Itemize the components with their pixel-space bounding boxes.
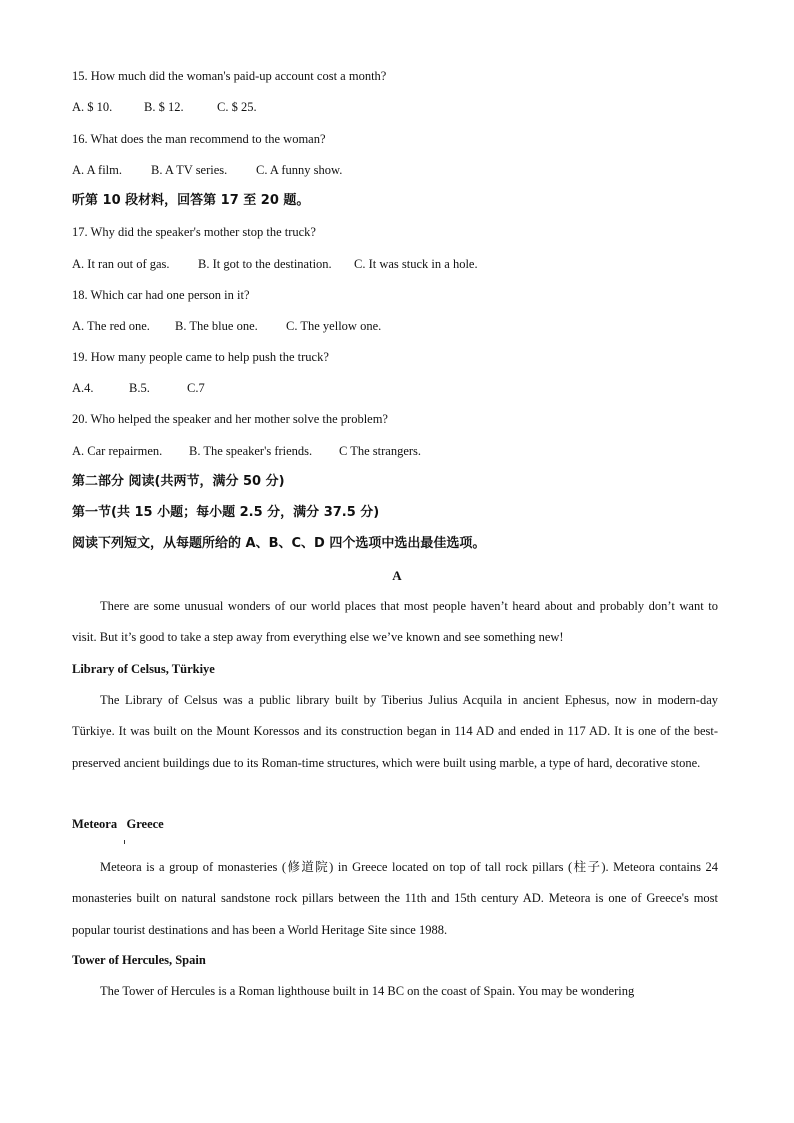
question-17-options (72, 256, 478, 272)
question-20-options (72, 443, 421, 459)
section-one-heading: 第一节(共 15 小题；每小题 2.5 分，满分 37.5 分) (72, 505, 380, 520)
question-20: 20. Who helped the speaker and her mother solve the problem? (72, 412, 388, 426)
option-a: A. Car repairmen. (72, 444, 163, 458)
option-b: B. A TV series. (151, 163, 228, 177)
option-c: C.7 (187, 381, 205, 395)
stray-mark (124, 840, 125, 844)
hercules-paragraph: The Tower of Hercules is a Roman lighthouse built in 14 BC on the coast of Spain. You may be wondering (100, 984, 635, 998)
question-15: 15. How much did the woman's paid-up account cost a month? (72, 69, 387, 83)
question-15-options (72, 99, 257, 115)
meteora-paragraph: Meteora is a group of monasteries (修道院) in Greece located on top of tall rock pillars (柱子). Meteora contains 24 monasteries built on natural sandstone rock pillars between the 11th and 15th century AD. Meteora is one of Greece's most popular tourist destinations and has been a World Heritage Site since 1988. (72, 860, 718, 937)
hercules-heading: Tower of Hercules, Spain (72, 953, 206, 967)
intro-paragraph: There are some unusual wonders of our world places that most people haven’t heard about and probably don’t want to visit. But it’s good to take a step away from everything else we’ve known and see something new! (72, 599, 718, 645)
option-b: B. It got to the destination. (198, 257, 332, 271)
option-a: A. $ 10. (72, 100, 113, 114)
option-c: C. A funny show. (256, 163, 343, 177)
option-a: A. A film. (72, 163, 123, 177)
question-19: 19. How many people came to help push the truck? (72, 350, 329, 364)
option-b: B. $ 12. (144, 100, 184, 114)
question-18: 18. Which car had one person in it? (72, 288, 250, 302)
question-19-options (72, 380, 205, 396)
question-16: 16. What does the man recommend to the woman? (72, 132, 326, 146)
option-a: A. It ran out of gas. (72, 257, 170, 271)
celsus-heading: Library of Celsus, Türkiye (72, 662, 215, 676)
passage-label: A (392, 568, 402, 583)
section-10-heading: 听第 10 段材料，回答第 17 至 20 题。 (72, 193, 310, 208)
option-b: B.5. (129, 381, 150, 395)
option-c: C. The yellow one. (286, 319, 382, 333)
celsus-paragraph: The Library of Celsus was a public library built by Tiberius Julius Acquila in ancient Ephesus, now in modern-day Türkiye. It was built on the Mount Koressos and its construction began in 114 AD and ended in 117 AD. It is one of the best-preserved ancient buildings due to its Roman-time structures, which were built using marble, a type of hard, decorative stone. (72, 693, 718, 770)
option-c: C. It was stuck in a hole. (354, 257, 478, 271)
meteora-heading: Meteora Greece (72, 817, 164, 831)
option-a: A. The red one. (72, 319, 150, 333)
reading-instruction: 阅读下列短文，从每题所给的 A、B、C、D 四个选项中选出最佳选项。 (72, 536, 486, 551)
option-a: A.4. (72, 381, 94, 395)
option-b: B. The speaker's friends. (189, 444, 313, 458)
question-17: 17. Why did the speaker's mother stop the truck? (72, 225, 316, 239)
part-two-heading: 第二部分 阅读(共两节，满分 50 分) (72, 474, 285, 489)
question-18-options (72, 318, 381, 334)
option-c: C The strangers. (339, 444, 422, 458)
option-b: B. The blue one. (175, 319, 258, 333)
question-16-options (72, 162, 342, 178)
option-c: C. $ 25. (217, 100, 257, 114)
